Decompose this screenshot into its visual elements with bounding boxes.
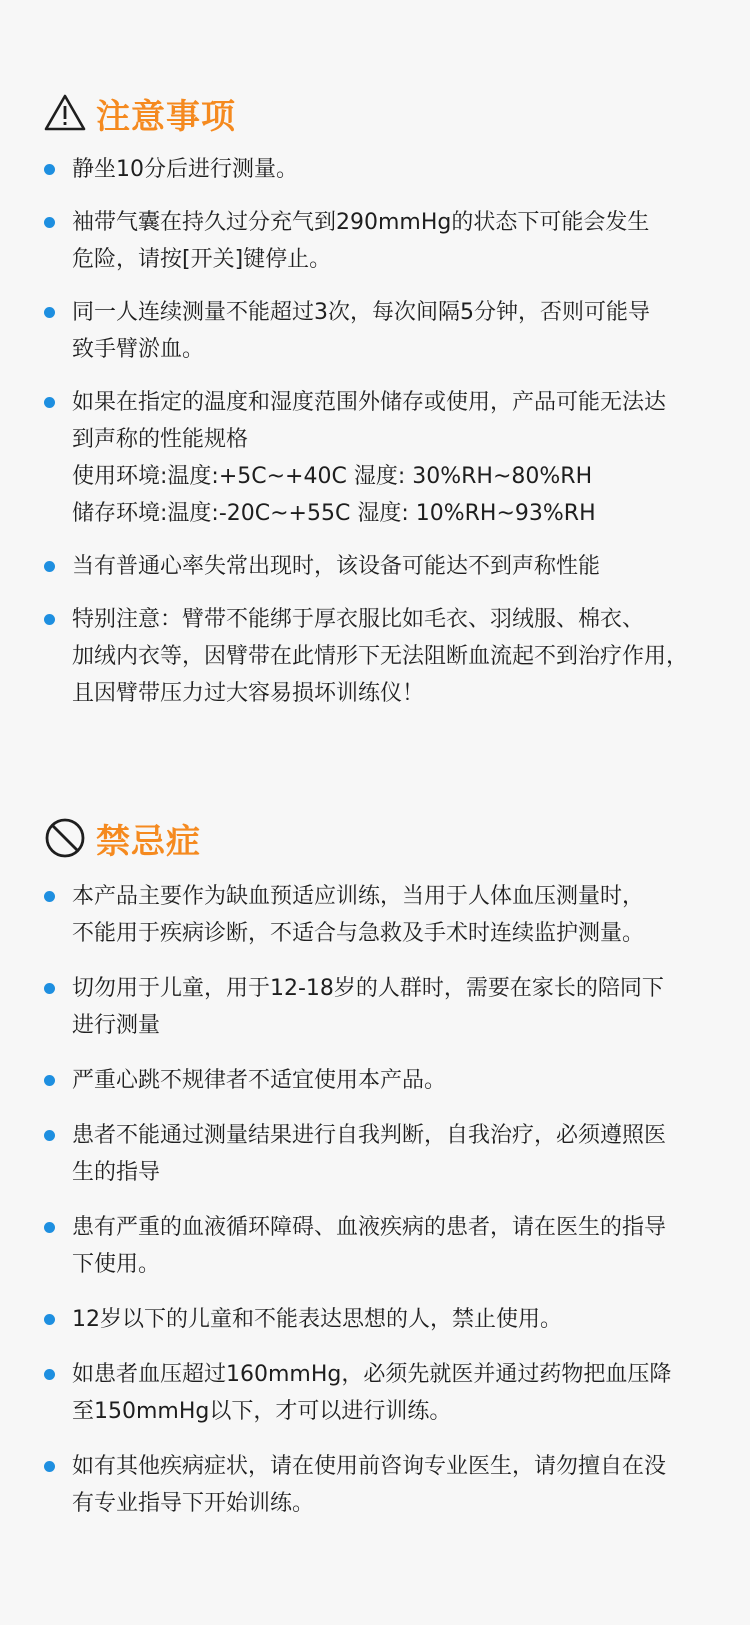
- bullet-dot: [44, 307, 55, 318]
- list-item: [0, 1062, 750, 1099]
- list-item: [0, 1117, 750, 1191]
- list-item: [0, 204, 750, 278]
- item-text: 患者不能通过测量结果进行自我判断，自我治疗，必须遵照医 生的指导: [72, 1123, 667, 1185]
- bullet-dot: [44, 1130, 55, 1141]
- list-item: [0, 384, 750, 532]
- contraindications-section: [0, 812, 750, 1522]
- bullet-dot: [44, 164, 55, 175]
- item-text: 切勿用于儿童，用于12-18岁的人群时，需要在家长的陪同下 进行测量: [72, 976, 664, 1038]
- precautions-title: 注意事项: [96, 96, 236, 137]
- list-item: [0, 1301, 750, 1338]
- item-text: 患有严重的血液循环障碍、血液疾病的患者，请在医生的指导 下使用。: [72, 1215, 667, 1277]
- precautions-header: [0, 87, 750, 139]
- list-item: [0, 294, 750, 368]
- contraindications-title: 禁忌症: [96, 821, 201, 862]
- precautions-list: [0, 151, 750, 712]
- contraindications-header: [0, 812, 750, 864]
- bullet-dot: [44, 1314, 55, 1325]
- item-text: 本产品主要作为缺血预适应训练，当用于人体血压测量时， 不能用于疾病诊断，不适合与急救及手术时连续监护测量。: [72, 884, 645, 946]
- list-item: [0, 601, 750, 712]
- list-item: [0, 548, 750, 585]
- item-text: 同一人连续测量不能超过3次，每次间隔5分钟，否则可能导 致手臂淤血。: [72, 300, 650, 362]
- list-item: [0, 1448, 750, 1522]
- bullet-dot: [44, 217, 55, 228]
- bullet-dot: [44, 1369, 55, 1380]
- item-text: 静坐10分后进行测量。: [72, 157, 298, 182]
- bullet-dot: [44, 614, 55, 625]
- bullet-dot: [44, 1222, 55, 1233]
- item-text: 当有普通心率失常出现时，该设备可能达不到声称性能: [72, 554, 601, 579]
- list-item: [0, 1356, 750, 1430]
- item-text: 如果在指定的温度和湿度范围外储存或使用，产品可能无法达 到声称的性能规格 使用环境:温度:+5C~+40C 湿度: 30%RH~80%RH 储存环境:温度:-20C~+55C 湿度: 10%RH~93%RH: [72, 390, 667, 526]
- item-text: 特别注意：臂带不能绑于厚衣服比如毛衣、羽绒服、棉衣、 加绒内衣等，因臂带在此情形下无法阻断血流起不到治疗作用， 且因臂带压力过大容易损坏训练仪！: [72, 607, 689, 706]
- contraindications-list: [0, 878, 750, 1522]
- list-item: [0, 151, 750, 188]
- item-text: 如患者血压超过160mmHg，必须先就医并通过药物把血压降 至150mmHg以下，才可以进行训练。: [72, 1362, 672, 1424]
- item-text: 严重心跳不规律者不适宜使用本产品。: [72, 1068, 447, 1093]
- list-item: [0, 970, 750, 1044]
- bullet-dot: [44, 983, 55, 994]
- item-text: 如有其他疾病症状，请在使用前咨询专业医生，请勿擅自在没 有专业指导下开始训练。: [72, 1454, 667, 1516]
- warning-triangle-icon: [44, 92, 86, 134]
- precautions-section: [0, 87, 750, 712]
- bullet-dot: [44, 561, 55, 572]
- list-item: [0, 1209, 750, 1283]
- item-text: 12岁以下的儿童和不能表达思想的人，禁止使用。: [72, 1307, 562, 1332]
- list-item: [0, 878, 750, 952]
- bullet-dot: [44, 891, 55, 902]
- bullet-dot: [44, 397, 55, 408]
- prohibited-icon: [44, 817, 86, 859]
- item-text: 袖带气囊在持久过分充气到290mmHg的状态下可能会发生 危险，请按[开关]键停止。: [72, 210, 650, 272]
- bullet-dot: [44, 1075, 55, 1086]
- bullet-dot: [44, 1461, 55, 1472]
